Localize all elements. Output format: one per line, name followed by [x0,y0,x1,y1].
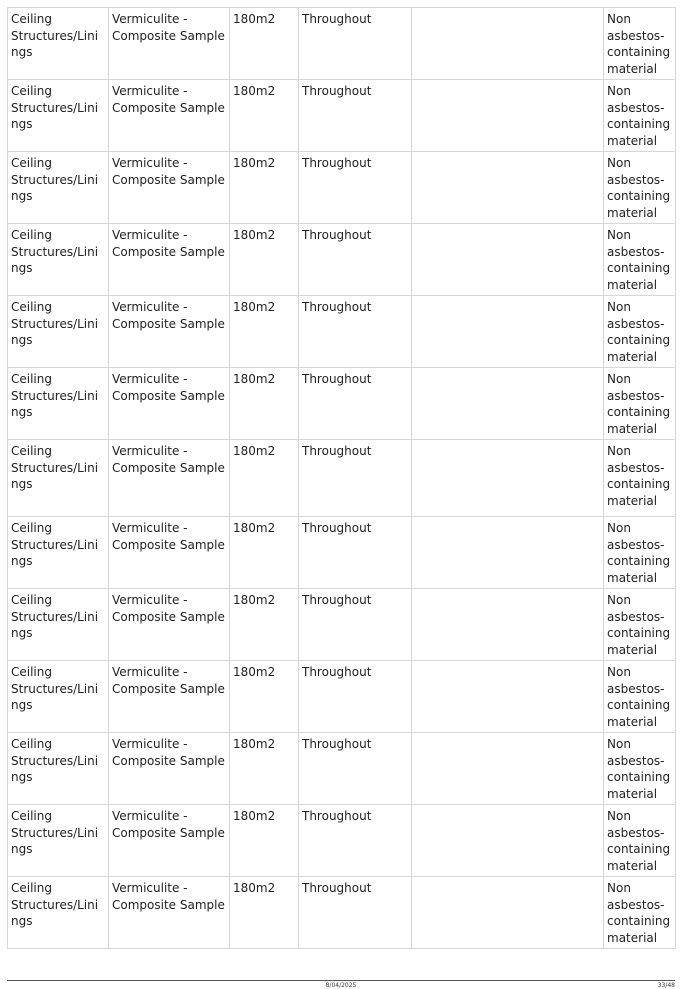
material-cell: Vermiculite - Composite Sample [109,296,230,368]
extent-cell: Throughout [299,805,412,877]
location-cell: Ceiling Structures/Linings [8,733,109,805]
quantity-cell: 180m2 [230,224,299,296]
material-cell: Vermiculite - Composite Sample [109,80,230,152]
quantity-cell: 180m2 [230,661,299,733]
extent-cell: Throughout [299,733,412,805]
location-cell: Ceiling Structures/Linings [8,517,109,589]
result-cell: Non asbestos-containing material [604,805,676,877]
material-cell: Vermiculite - Composite Sample [109,8,230,80]
quantity-cell: 180m2 [230,805,299,877]
table-row [8,661,676,733]
location-cell: Ceiling Structures/Linings [8,589,109,661]
table-row [8,733,676,805]
notes-cell [412,805,604,877]
notes-cell [412,224,604,296]
result-cell: Non asbestos-containing material [604,733,676,805]
notes-cell [412,8,604,80]
asbestos-register-table [7,7,676,949]
material-cell: Vermiculite - Composite Sample [109,224,230,296]
material-cell: Vermiculite - Composite Sample [109,440,230,517]
location-cell: Ceiling Structures/Linings [8,80,109,152]
location-cell: Ceiling Structures/Linings [8,224,109,296]
table-row [8,517,676,589]
result-cell: Non asbestos-containing material [604,589,676,661]
notes-cell [412,589,604,661]
location-cell: Ceiling Structures/Linings [8,368,109,440]
table-row [8,80,676,152]
result-cell: Non asbestos-containing material [604,661,676,733]
extent-cell: Throughout [299,224,412,296]
quantity-cell: 180m2 [230,517,299,589]
table-row [8,296,676,368]
extent-cell: Throughout [299,80,412,152]
result-cell: Non asbestos-containing material [604,368,676,440]
quantity-cell: 180m2 [230,296,299,368]
extent-cell: Throughout [299,8,412,80]
extent-cell: Throughout [299,589,412,661]
notes-cell [412,368,604,440]
extent-cell: Throughout [299,517,412,589]
notes-cell [412,296,604,368]
material-cell: Vermiculite - Composite Sample [109,877,230,949]
location-cell: Ceiling Structures/Linings [8,152,109,224]
material-cell: Vermiculite - Composite Sample [109,368,230,440]
location-cell: Ceiling Structures/Linings [8,805,109,877]
result-cell: Non asbestos-containing material [604,440,676,517]
result-cell: Non asbestos-containing material [604,224,676,296]
material-cell: Vermiculite - Composite Sample [109,805,230,877]
location-cell: Ceiling Structures/Linings [8,440,109,517]
table-row [8,805,676,877]
table-row [8,877,676,949]
quantity-cell: 180m2 [230,733,299,805]
result-cell: Non asbestos-containing material [604,152,676,224]
quantity-cell: 180m2 [230,589,299,661]
result-cell: Non asbestos-containing material [604,296,676,368]
table-row [8,224,676,296]
quantity-cell: 180m2 [230,877,299,949]
location-cell: Ceiling Structures/Linings [8,661,109,733]
extent-cell: Throughout [299,440,412,517]
footer-date: 8/04/2025 [325,982,357,989]
table-row [8,152,676,224]
result-cell: Non asbestos-containing material [604,877,676,949]
register-table-body [8,8,676,949]
result-cell: Non asbestos-containing material [604,517,676,589]
notes-cell [412,152,604,224]
quantity-cell: 180m2 [230,440,299,517]
location-cell: Ceiling Structures/Linings [8,296,109,368]
footer-divider [7,980,675,981]
quantity-cell: 180m2 [230,368,299,440]
notes-cell [412,877,604,949]
notes-cell [412,661,604,733]
notes-cell [412,733,604,805]
material-cell: Vermiculite - Composite Sample [109,589,230,661]
extent-cell: Throughout [299,296,412,368]
material-cell: Vermiculite - Composite Sample [109,733,230,805]
table-row [8,368,676,440]
notes-cell [412,517,604,589]
table-row [8,589,676,661]
material-cell: Vermiculite - Composite Sample [109,661,230,733]
result-cell: Non asbestos-containing material [604,80,676,152]
location-cell: Ceiling Structures/Linings [8,877,109,949]
quantity-cell: 180m2 [230,152,299,224]
quantity-cell: 180m2 [230,8,299,80]
footer-page-number: 33/48 [657,982,675,989]
quantity-cell: 180m2 [230,80,299,152]
location-cell: Ceiling Structures/Linings [8,8,109,80]
extent-cell: Throughout [299,661,412,733]
material-cell: Vermiculite - Composite Sample [109,152,230,224]
material-cell: Vermiculite - Composite Sample [109,517,230,589]
result-cell: Non asbestos-containing material [604,8,676,80]
extent-cell: Throughout [299,877,412,949]
notes-cell [412,440,604,517]
table-row [8,440,676,517]
notes-cell [412,80,604,152]
table-row [8,8,676,80]
extent-cell: Throughout [299,152,412,224]
extent-cell: Throughout [299,368,412,440]
